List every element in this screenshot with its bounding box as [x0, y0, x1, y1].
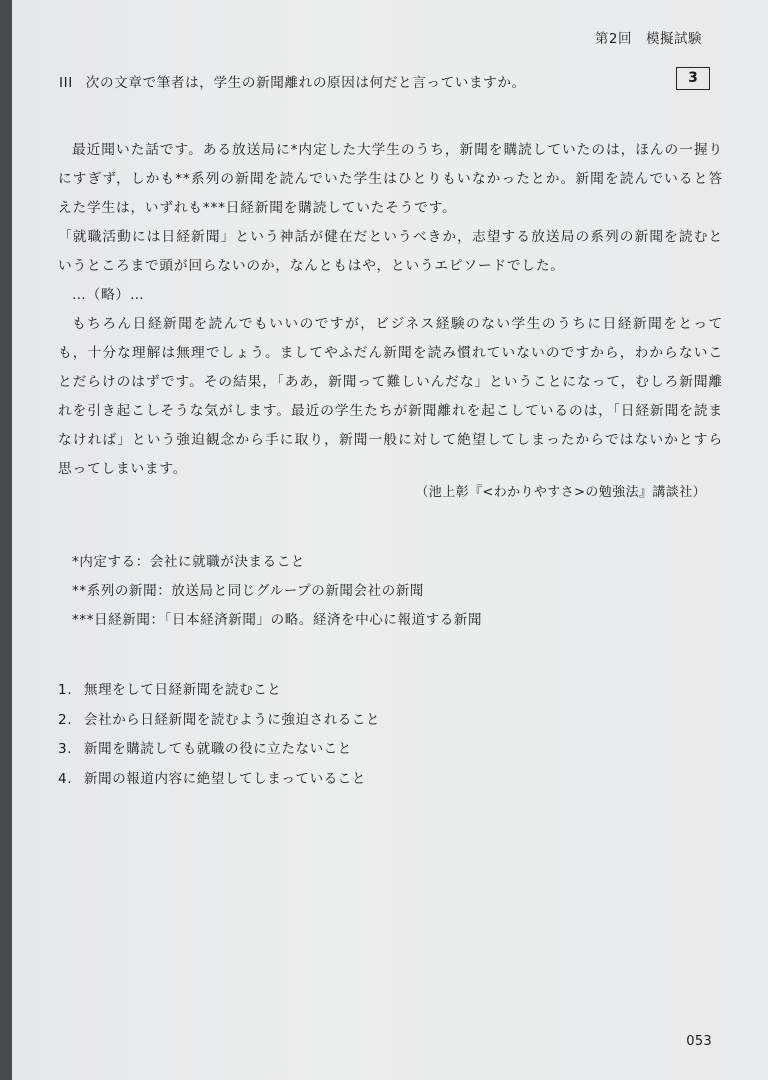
question-number-box: 3 [676, 67, 710, 90]
passage-omission: …（略）… [72, 287, 145, 303]
page-number: 053 [686, 1034, 712, 1049]
option-number: 2. [58, 711, 73, 728]
answer-option-1[interactable] [58, 676, 380, 706]
footnote-1: *内定する：会社に就職が決まること [72, 554, 305, 570]
source-citation: （池上彰『<わかりやすさ>の勉強法』講談社） [415, 485, 706, 500]
passage-paragraph-3: もちろん日経新聞を読んでもいいのですが，ビジネス経験のない学生のうちに日経新聞をとっても，十分な理解は無理でしょう。ましてやふだん新聞を読み慣れていないのですから，わからないことだらけのはずです。その結果，「ああ，新聞って難しいんだな」ということになって，むしろ新聞離れを引き起こしそうな気がします。最近の学生たちが新聞離れを起こしているのは，「日経新聞を読まなければ」という強迫観念から手に取り，新聞一般に対して絶望してしまったからではないかとすら思ってしまいます。 [58, 316, 723, 477]
option-text: 新聞の報道内容に絶望してしまっていること [84, 770, 366, 787]
question-prompt [59, 71, 526, 91]
option-text: 新聞を購読しても就職の役に立たないこと [84, 741, 352, 757]
option-number: 4. [58, 770, 73, 787]
option-number: 1. [58, 682, 73, 698]
option-text: 会社から日経新聞を読むように強迫されること [84, 711, 381, 728]
question-numeral: III [59, 75, 73, 91]
document-page [12, 0, 768, 1080]
answer-option-4[interactable] [58, 765, 380, 795]
footnote-3: ***日経新聞：「日本経済新聞」の略。経済を中心に報道する新聞 [72, 612, 483, 628]
reading-passage [58, 136, 723, 484]
page-header: 第2回 模擬試験 [594, 31, 702, 47]
passage-paragraph-2: 「就職活動には日経新聞」という神話が健在だというべきか，志望する放送局の系列の新聞を読むというところまで頭が回らないのか，なんともはや，というエピソードでした。 [58, 229, 723, 274]
book-binding-edge [0, 0, 12, 1080]
option-text: 無理をして日経新聞を読むこと [84, 682, 282, 698]
answer-options [58, 676, 380, 794]
answer-option-2[interactable] [58, 706, 380, 736]
option-number: 3. [58, 741, 73, 757]
question-text: 次の文章で筆者は，学生の新聞離れの原因は何だと言っていますか。 [85, 75, 526, 91]
answer-option-3[interactable] [58, 735, 380, 765]
footnotes [72, 548, 482, 635]
passage-paragraph-1: 最近聞いた話です。ある放送局に*内定した大学生のうち，新聞を購読していたのは，ほんの一握りにすぎず，しかも**系列の新聞を読んでいた学生はひとりもいなかったとか。新聞を読んでいると答えた学生は，いずれも***日経新聞を購読していたそうです。 [58, 142, 723, 216]
footnote-2: **系列の新聞：放送局と同じグループの新聞会社の新聞 [72, 583, 425, 599]
